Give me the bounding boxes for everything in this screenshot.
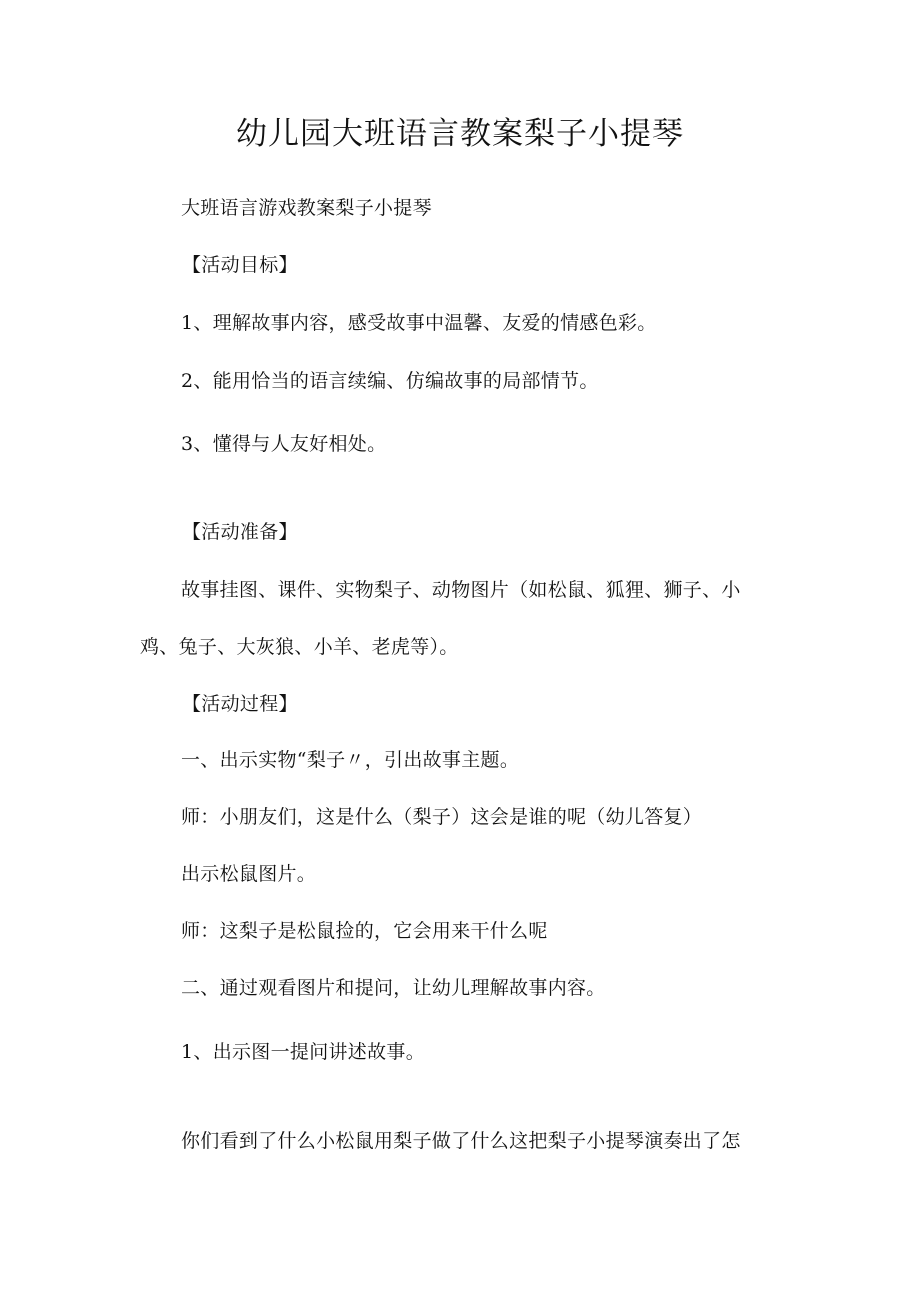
process-step-2-1: 1、出示图一提问讲述故事。 xyxy=(181,1041,425,1063)
goal-item-3: 3、懂得与人友好相处。 xyxy=(181,433,387,455)
prep-paragraph-line-1: 故事挂图、课件、实物梨子、动物图片（如松鼠、狐狸、狮子、小 xyxy=(181,579,741,601)
document-subtitle: 大班语言游戏教案梨子小提琴 xyxy=(181,197,432,219)
prep-paragraph-line-2: 鸡、兔子、大灰狼、小羊、老虎等）。 xyxy=(140,636,459,658)
section-heading-goals: 【活动目标】 xyxy=(182,254,298,276)
question-paragraph-line: 你们看到了什么小松鼠用梨子做了什么这把梨子小提琴演奏出了怎 xyxy=(181,1130,741,1152)
section-heading-process: 【活动过程】 xyxy=(182,693,298,715)
section-heading-prep: 【活动准备】 xyxy=(182,521,298,543)
show-squirrel-line: 出示松鼠图片。 xyxy=(181,863,317,885)
teacher-dialogue-1: 师：小朋友们，这是什么（梨子）这会是谁的呢（幼儿答复） xyxy=(181,806,703,828)
process-step-2: 二、通过观看图片和提问，让幼儿理解故事内容。 xyxy=(181,977,606,999)
goal-item-1: 1、理解故事内容，感受故事中温馨、友爱的情感色彩。 xyxy=(181,312,657,334)
process-step-1: 一、出示实物“梨子〃，引出故事主题。 xyxy=(181,749,520,771)
teacher-dialogue-2: 师：这梨子是松鼠捡的，它会用来干什么呢 xyxy=(181,920,548,942)
goal-item-2: 2、能用恰当的语言续编、仿编故事的局部情节。 xyxy=(181,370,599,392)
document-title: 幼儿园大班语言教案梨子小提琴 xyxy=(236,116,684,152)
